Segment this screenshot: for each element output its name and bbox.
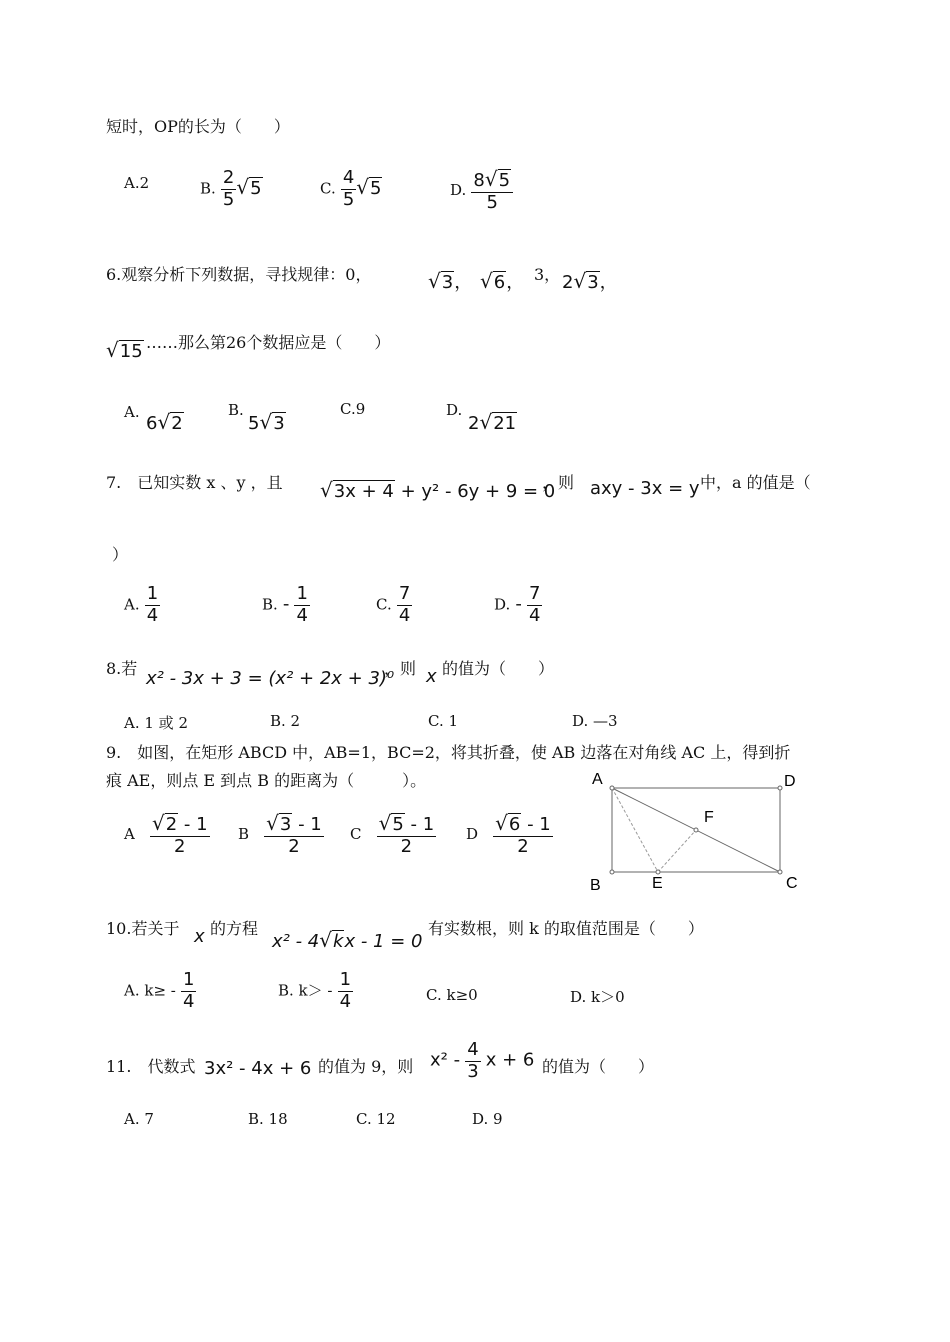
fraction: $\frac{1}{4}$ bbox=[339, 969, 352, 1012]
q8-option-c: C. 1 bbox=[428, 712, 459, 730]
option-value: 9 bbox=[355, 400, 366, 418]
label-c: C bbox=[786, 875, 798, 892]
fraction: $\frac{√3 - 1}{2}$ bbox=[266, 811, 322, 857]
q6-option-d-value: 2√21 bbox=[468, 410, 517, 434]
q7-close: ） bbox=[112, 545, 129, 564]
label-b: B bbox=[590, 877, 601, 894]
q9-option-c bbox=[350, 812, 436, 857]
point-b bbox=[610, 870, 614, 874]
q7-equation-1: √3x + 4 + y² - 6y + 9 = 0 bbox=[320, 478, 556, 502]
fraction: $\frac{1}{4}$ bbox=[146, 583, 159, 626]
fraction: $\frac{√6 - 1}{2}$ bbox=[495, 811, 551, 857]
fold-line-ae bbox=[612, 788, 658, 872]
q5-stem: 短时，OP的长为（ ） bbox=[106, 117, 290, 136]
option-label: A bbox=[124, 825, 135, 844]
q6-seq-2sqrt3: 2√3， bbox=[562, 269, 618, 293]
q11-option-d: D. 9 bbox=[472, 1110, 503, 1128]
fraction: $\frac{4}{5}$ bbox=[342, 167, 355, 210]
label-d: D bbox=[784, 773, 796, 790]
fraction: $\frac{7}{4}$ bbox=[398, 583, 411, 626]
q5-option-d bbox=[450, 168, 513, 213]
q8-stem-b: ，则 bbox=[384, 659, 417, 678]
q6-stem bbox=[106, 262, 371, 285]
q8-option-b: B. 2 bbox=[270, 712, 301, 730]
option-label: B bbox=[238, 825, 250, 844]
q7-option-a bbox=[124, 584, 160, 626]
q6-option-a bbox=[124, 402, 140, 421]
q8-stem-c: 的值为（ ） bbox=[442, 659, 555, 678]
q8-var: x bbox=[426, 666, 437, 687]
q7-option-b bbox=[262, 584, 310, 626]
option-label: D. bbox=[494, 595, 511, 614]
q8-stem-a: 8.若 bbox=[106, 659, 138, 678]
fraction: $\frac{1}{4}$ bbox=[182, 969, 195, 1012]
point-c bbox=[778, 870, 782, 874]
option-label: B. bbox=[200, 179, 216, 198]
q10-equation: x² - 4√kx - 1 = 0 bbox=[272, 928, 423, 952]
point-a bbox=[610, 786, 614, 790]
label-e: E bbox=[652, 875, 663, 892]
point-f bbox=[694, 828, 698, 832]
q8-option-a: A. 1 或 2 bbox=[124, 714, 188, 732]
q11-stem-b: 的值为 9，则 bbox=[318, 1057, 414, 1076]
q10-var: x bbox=[194, 926, 205, 947]
q6-seq-sqrt15: √15 bbox=[106, 338, 143, 362]
q9-option-b bbox=[238, 812, 324, 857]
q7-stem-c: 中，a 的值是（ bbox=[700, 473, 811, 492]
q6-option-c bbox=[340, 400, 365, 418]
q11-option-c: C. 12 bbox=[356, 1110, 396, 1128]
q10-stem-b: 的方程 bbox=[210, 919, 259, 938]
fraction: $\frac{8√5}{5}$ bbox=[471, 168, 513, 213]
q5-option-a bbox=[124, 174, 149, 192]
option-label: D. bbox=[450, 181, 467, 200]
option-label: B. bbox=[228, 401, 244, 419]
q10-option-d: D. k＞0 bbox=[570, 988, 625, 1006]
q11-option-b: B. 18 bbox=[248, 1110, 288, 1128]
fraction: $\frac{√2 - 1}{2}$ bbox=[151, 811, 208, 857]
minus-sign: - bbox=[282, 593, 290, 615]
minus-sign: - bbox=[515, 593, 522, 615]
fraction: $\frac{2}{5}$ bbox=[222, 167, 235, 210]
radical: √5 bbox=[356, 174, 382, 199]
q5-option-c bbox=[320, 168, 382, 210]
q6-stem-text: 6.观察分析下列数据，寻找规律：0， bbox=[106, 265, 372, 284]
q10-stem-a: 10.若关于 bbox=[106, 919, 180, 938]
option-label: A. bbox=[124, 174, 140, 192]
q7-stem-a: 7. 已知实数 x 、y ，且 bbox=[106, 473, 283, 492]
option-label: A. k≥ - bbox=[124, 981, 176, 1000]
q9-option-d bbox=[466, 812, 553, 857]
q8-equation: x² - 3x + 3 = (x² + 2x + 3)⁰ bbox=[146, 668, 395, 689]
q9-option-a bbox=[124, 812, 210, 857]
q10-stem-c: 有实数根，则 k 的取值范围是（ ） bbox=[428, 919, 704, 938]
q6-option-b-value: 5√3 bbox=[248, 410, 285, 434]
q6-seq-three: 3， bbox=[534, 265, 561, 284]
option-label: D. bbox=[446, 401, 463, 419]
q10-option-b bbox=[278, 970, 353, 1012]
q7-equation-2: axy - 3x = y bbox=[590, 478, 700, 499]
q11-option-a: A. 7 bbox=[124, 1110, 154, 1128]
q11-expression-2: x² - $\frac{4}{3}$ x + 6 bbox=[430, 1039, 535, 1082]
option-label: B. bbox=[262, 595, 278, 614]
point-d bbox=[778, 786, 782, 790]
option-label: D bbox=[466, 825, 479, 844]
q7-stem-b: ，则 bbox=[542, 473, 575, 492]
fraction: $\frac{1}{4}$ bbox=[296, 583, 308, 626]
q11-stem-a: 11. 代数式 bbox=[106, 1057, 196, 1076]
option-label: C. bbox=[320, 179, 336, 198]
option-label: A. bbox=[124, 595, 140, 614]
option-label: B. k＞ - bbox=[278, 981, 333, 1000]
segment-ef bbox=[658, 830, 696, 872]
radical: √5 bbox=[236, 174, 262, 199]
q5-option-b bbox=[200, 168, 263, 210]
fraction: $\frac{4}{3}$ bbox=[467, 1039, 479, 1082]
q11-stem-c: 的值为（ ） bbox=[542, 1057, 655, 1076]
option-label: C. bbox=[340, 400, 356, 418]
q9-line2: 痕 AE，则点 E 到点 B 的距离为（ ）。 bbox=[106, 771, 427, 790]
q10-option-c: C. k≥0 bbox=[426, 986, 478, 1004]
q7-option-d bbox=[494, 584, 542, 626]
q6-option-d bbox=[446, 400, 462, 419]
fraction: $\frac{7}{4}$ bbox=[528, 583, 541, 626]
q6-option-a-value: 6√2 bbox=[146, 410, 183, 434]
q9-line1: 9. 如图，在矩形 ABCD 中，AB=1，BC=2，将其折叠，使 AB 边落在对角线 AC 上，得到折 bbox=[106, 743, 791, 762]
fraction: $\frac{√5 - 1}{2}$ bbox=[378, 811, 435, 857]
option-label: C bbox=[350, 825, 362, 844]
label-a: A bbox=[592, 771, 603, 788]
q6-seq-sqrt3: √3， bbox=[428, 269, 473, 293]
q6-option-b bbox=[228, 400, 244, 419]
option-value: 2 bbox=[139, 174, 150, 192]
option-label: A. bbox=[124, 403, 140, 421]
q9-rectangle-figure bbox=[586, 764, 816, 894]
q6-line2: ……那么第26个数据应是（ ） bbox=[146, 333, 391, 352]
q6-seq-sqrt6: √6， bbox=[480, 269, 525, 293]
q10-option-a bbox=[124, 970, 196, 1012]
option-label: C. bbox=[376, 595, 392, 614]
point-e bbox=[656, 870, 660, 874]
label-f: F bbox=[704, 809, 714, 826]
q7-option-c bbox=[376, 584, 412, 626]
q11-expression-1: 3x² - 4x + 6 bbox=[204, 1058, 312, 1079]
q8-option-d: D. —3 bbox=[572, 712, 618, 730]
